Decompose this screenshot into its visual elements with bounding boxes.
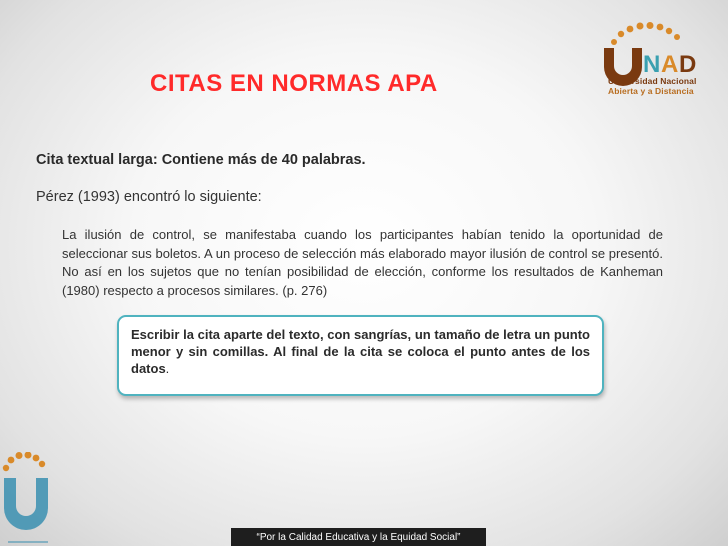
- svg-text:D: D: [679, 51, 697, 78]
- svg-text:N: N: [643, 51, 661, 78]
- section-subtitle: Cita textual larga: Contiene más de 40 palabras.: [36, 152, 366, 168]
- note-main-text: Escribir la cita aparte del texto, con sangrías, un tamaño de letra un punto menor y sin comillas. Al final de la cita se coloca el punto antes de los datos: [131, 327, 590, 376]
- slide-title: CITAS EN NORMAS APA: [150, 70, 438, 97]
- unad-u-decor-icon: [0, 452, 52, 546]
- block-quote: La ilusión de control, se manifestaba cuando los participantes habían tenido la oportunidad de seleccionar sus boletos. A un proceso de selección más elaborado mayor ilusión de control se presentó. No así en los sujetos que no tenían posibilidad de elección, conforme los resultados de Kanheman (1980) respecto a procesos similares. (p. 276): [62, 227, 663, 298]
- logo-line-2: Abierta y a Distancia: [608, 86, 694, 96]
- logo-line-1: Universidad Nacional: [608, 76, 697, 86]
- note-tail: .: [165, 361, 170, 376]
- footer-motto: “Por la Calidad Educativa y la Equidad Social”: [231, 528, 486, 546]
- note-box: [117, 315, 604, 396]
- intro-text: Pérez (1993) encontró lo siguiente:: [36, 189, 262, 205]
- svg-text:A: A: [661, 51, 679, 78]
